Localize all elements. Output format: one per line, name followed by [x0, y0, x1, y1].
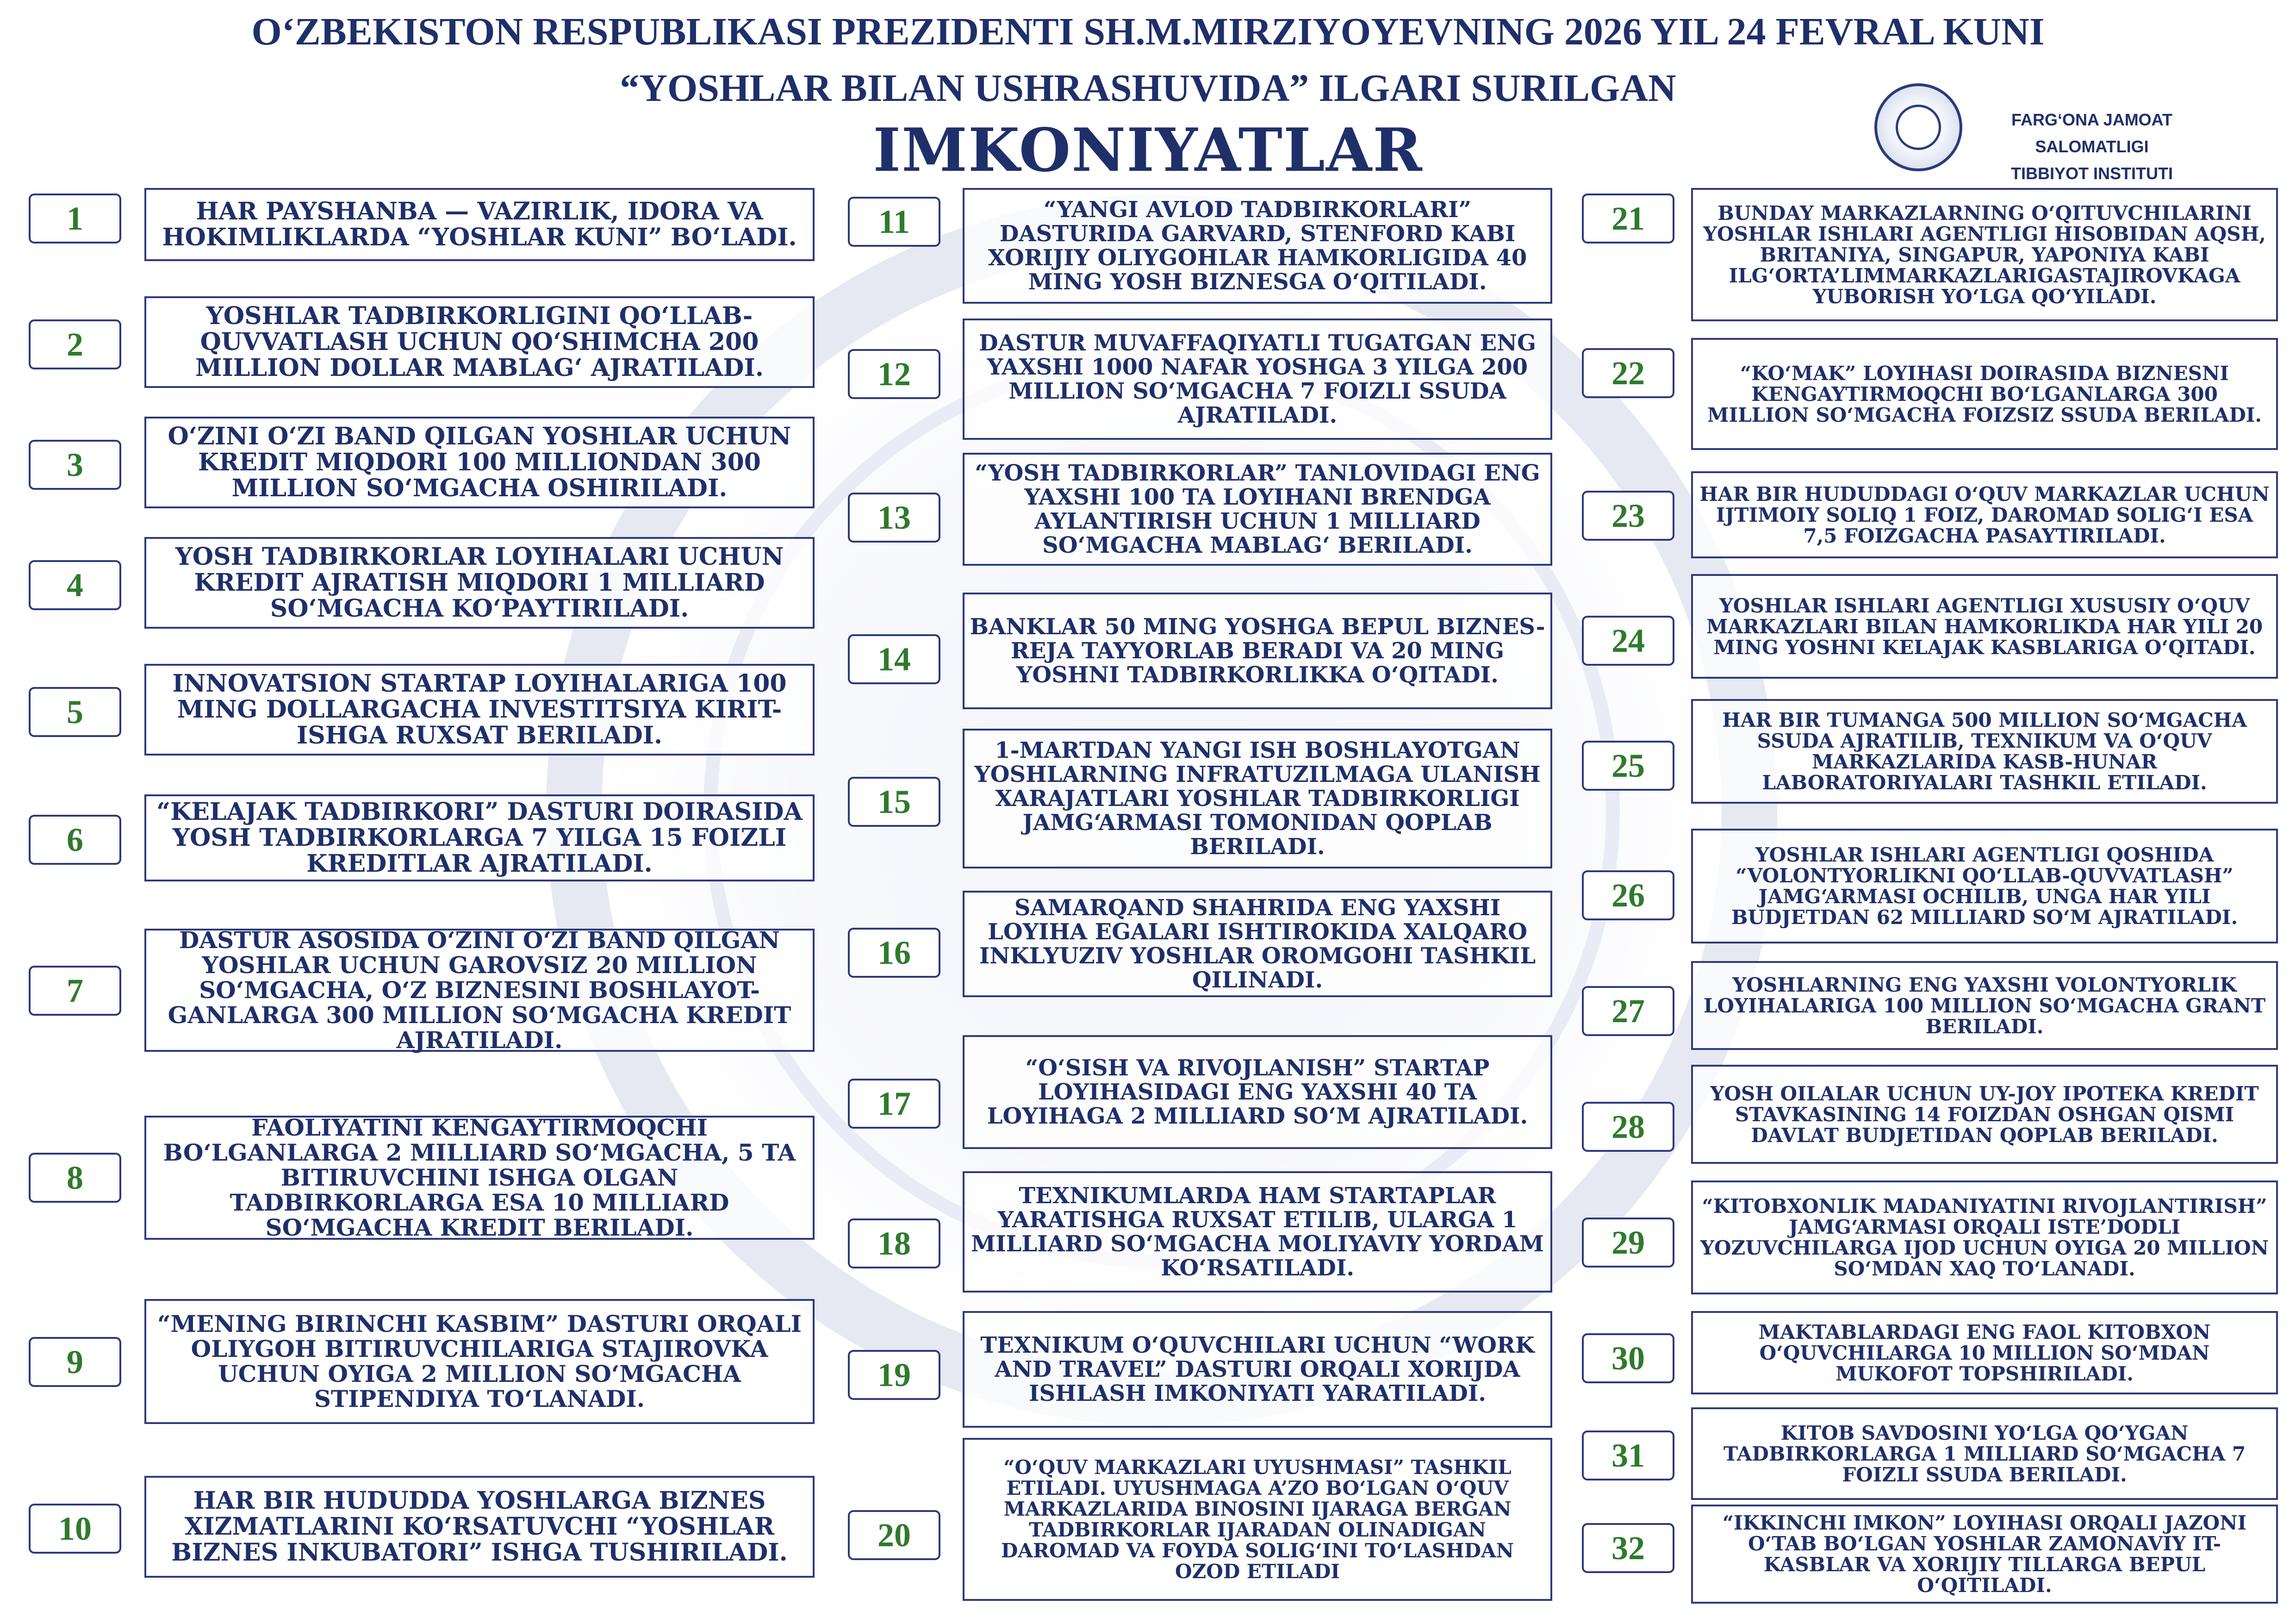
item-text-box — [144, 296, 815, 388]
institute-name-line-1: FARG‘ONA JAMOAT SALOMATLIGI — [2011, 110, 2172, 156]
item-text: YOSH OILALAR UCHUN UY-JOY IPOTEKA KREDIT STAVKASINING 14 FOIZDAN OSHGAN QISMI DAVLAT BUDJETIDAN QOPLAB BERILADI. — [1710, 1082, 2259, 1147]
item-text-box — [963, 1171, 1552, 1293]
item-text-box — [144, 537, 815, 629]
item-number-badge: 7 — [29, 966, 121, 1016]
item-text-box — [144, 794, 815, 881]
title-main: IMKONIYATLAR — [873, 116, 1423, 185]
item-text: HAR BIR HUDUDDA YOSHLARGA BIZNES XIZMATLARINI KO‘RSATUVCHI “YOSHLAR BIZNES INKUBATORI” ISHGA TUSHIRILADI. — [171, 1487, 788, 1567]
item-number-badge: 29 — [1582, 1218, 1674, 1268]
item-text: TEXNIKUMLARDA HAM STARTAPLAR YARATISHGA RUXSAT ETILIB, ULARGA 1 MILLIARD SO‘MGACHA MOLIYAVIY YORDAM KO‘RSATILADI. — [971, 1183, 1544, 1281]
item-text-box — [963, 891, 1552, 997]
item-text-box — [1691, 1407, 2278, 1500]
item-number-badge: 25 — [1582, 741, 1674, 791]
item-number-badge: 8 — [29, 1153, 121, 1203]
item-text: YOSH TADBIRKORLAR LOYIHALARI UCHUN KREDIT AJRATISH MIQDORI 1 MILLIARD SO‘MGACHA KO‘PAYTIRILADI. — [175, 543, 784, 623]
item-text: BUNDAY MARKAZLARNING O‘QITUVCHILARINI YOSHLAR ISHLARI AGENTLIGI HISOBIDAN AQSH, BRITANIYA, SINGAPUR, YAPONIYA KABI ILG‘ORTA’LIMMARKAZLARIGASTAJIROVKAGA YUBORISH YO‘LGA QO‘YILADI. — [1703, 201, 2266, 308]
item-text: FAOLIYATINI KENGAYTIRMOQCHI BO‘LGANLARGA 2 MILLIARD SO‘MGACHA, 5 TA BITIRUVCHINI ISHGA OLGAN TADBIRKORLARGA ESA 10 MILLIARD SO‘MGACHA KREDIT BERILADI. — [163, 1114, 796, 1241]
item-text-box — [963, 319, 1552, 440]
item-text: YOSHLARNING ENG YAXSHI VOLONTYORLIK LOYIHALARIGA 100 MILLION SO‘MGACHA GRANT BERILADI. — [1703, 973, 2266, 1038]
item-text: INNOVATSION STARTAP LOYIHALARIGA 100 MING DOLLARGACHA INVESTITSIYA KIRIT-ISHGA RUXSAT BERILADI. — [172, 669, 787, 750]
item-text: HAR BIR HUDUDDAGI O‘QUV MARKAZLAR UCHUN IJTIMOIY SOLIQ 1 FOIZ, DAROMAD SOLIG‘I ESA 7,5 FOIZGACHA PASAYTIRILADI. — [1699, 482, 2270, 547]
item-number-badge: 12 — [848, 349, 940, 399]
item-text-box — [1691, 699, 2278, 804]
title-line-1: O‘ZBEKISTON RESPUBLIKASI PREZIDENTI SH.M.MIRZIYOYEVNING 2026 YIL 24 FEVRAL KUNI — [251, 10, 2045, 53]
item-text-box — [963, 1035, 1552, 1149]
item-text: SAMARQAND SHAHRIDA ENG YAXSHI LOYIHA EGALARI ISHTIROKIDA XALQARO INKLYUZIV YOSHLAR OROMGOHI TASHKIL QILINADI. — [979, 895, 1536, 993]
item-text-box — [1691, 188, 2278, 321]
item-number-badge: 31 — [1582, 1430, 1674, 1480]
item-text: “IKKINCHI IMKON” LOYIHASI ORQALI JAZONI O‘TAB BO‘LGAN YOSHLAR ZAMONAVIY IT-KASBLAR VA XORIJIY TILLARGA BEPUL O‘QITILADI. — [1722, 1512, 2247, 1597]
item-number-badge: 6 — [29, 815, 121, 865]
item-text: YOSHLAR ISHLARI AGENTLIGI QOSHIDA “VOLONTYORLIKNI QO‘LLAB-QUVVATLASH” JAMG‘ARMASI OCHILIB, UNGA HAR YILI BUDJETDAN 62 MILLIARD SO‘M AJRATILADI. — [1731, 843, 2238, 929]
item-number-badge: 3 — [29, 440, 121, 490]
item-text: “O‘SISH VA RIVOJLANISH” STARTAP LOYIHASIDAGI ENG YAXSHI 40 TA LOYIHAGA 2 MILLIARD SO‘M AJRATILADI. — [987, 1055, 1528, 1129]
item-number-badge: 1 — [29, 194, 121, 244]
item-number-badge: 21 — [1582, 194, 1674, 244]
item-text-box — [1691, 829, 2278, 943]
item-number-badge: 9 — [29, 1337, 121, 1387]
item-text-box — [963, 1311, 1552, 1428]
item-text: BANKLAR 50 MING YOSHGA BEPUL BIZNES-REJA TAYYORLAB BERADI VA 20 MING YOSHNI TADBIRKORLIKKA O‘QITADI. — [970, 614, 1545, 688]
item-text: “O‘QUV MARKAZLARI UYUSHMASI” TASHKIL ETILADI. UYUSHMAGA A’ZO BO‘LGAN O‘QUV MARKAZLARIDA BINOSINI IJARAGA BERGAN TADBIRKORLAR IJARADAN OLINADIGAN DAROMAD VA FOYDA SOLIG‘INI TO‘LASHDAN OZOD ETILADI — [1001, 1456, 1514, 1583]
item-text: “KO‘MAK” LOYIHASI DOIRASIDA BIZNESNI KENGAYTIRMOQCHI BO‘LGANLARGA 300 MILLION SO‘MGACHA FOIZSIZ SSUDA BERILADI. — [1707, 362, 2262, 426]
item-text-box — [144, 926, 815, 1054]
item-text-box — [144, 1476, 815, 1578]
item-text-box — [144, 1299, 815, 1424]
institute-name-line-2: TIBBIYOT INSTITUTI — [2011, 164, 2173, 183]
item-text-box — [963, 1438, 1552, 1601]
item-text-box — [1691, 1065, 2278, 1164]
item-number-badge: 5 — [29, 687, 121, 737]
item-number-badge: 14 — [848, 634, 940, 684]
title-line-2: “YOSHLAR BILAN USHRASHUVIDA” ILGARI SURILGAN — [620, 67, 1676, 110]
item-text-box — [144, 417, 815, 508]
item-text: YOSHLAR ISHLARI AGENTLIGI XUSUSIY O‘QUV MARKAZLARI BILAN HAMKORLIKDA HAR YILI 20 MING YOSHNI KELAJAK KASBLARIGA O‘QITADI. — [1706, 594, 2263, 659]
item-number-badge: 15 — [848, 777, 940, 827]
item-number-badge: 26 — [1582, 870, 1674, 920]
item-number-badge: 32 — [1582, 1523, 1674, 1573]
item-number-badge: 11 — [848, 197, 940, 247]
item-number-badge: 30 — [1582, 1333, 1674, 1383]
item-text: DASTUR MUVAFFAQIYATLI TUGATGAN ENG YAXSHI 1000 NAFAR YOSHGA 3 YILGA 200 MILLION SO‘MGACHA 7 FOIZLI SSUDA AJRATILADI. — [979, 330, 1536, 428]
item-text: O‘ZINI O‘ZI BAND QILGAN YOSHLAR UCHUN KREDIT MIQDORI 100 MILLIONDAN 300 MILLION SO‘MGACHA OSHIRILADI. — [168, 422, 791, 502]
item-text-box — [963, 453, 1552, 566]
item-number-badge: 24 — [1582, 616, 1674, 666]
item-number-badge: 4 — [29, 560, 121, 610]
item-text-box — [144, 188, 815, 261]
institute-name — [1972, 106, 2212, 187]
item-text: HAR BIR TUMANGA 500 MILLION SO‘MGACHA SSUDA AJRATILIB, TEXNIKUM VA O‘QUV MARKAZLARIDA KASB-HUNAR LABORATORIYALARI TASHKIL ETILADI. — [1722, 709, 2247, 794]
item-text: DASTUR ASOSIDA O‘ZINI O‘ZI BAND QILGAN YOSHLAR UCHUN GAROVSIZ 20 MILLION SO‘MGACHA, O‘Z BIZNESINI BOSHLAYOT-GANLARGA 300 MILLION SO‘MGACHA KREDIT AJRATILADI. — [168, 926, 791, 1054]
institute-logo — [1874, 83, 1962, 171]
item-text: “MENING BIRINCHI KASBIM” DASTURI ORQALI OLIYGOH BITIRUVCHILARIGA STAJIROVKA UCHUN OYIGA 2 MILLION SO‘MGACHA STIPENDIYA TO‘LANADI. — [157, 1310, 802, 1412]
item-text: “YOSH TADBIRKORLAR” TANLOVIDAGI ENG YAXSHI 100 TA LOYIHANI BRENDGA AYLANTIRISH UCHUN 1 MILLIARD SO‘MGACHA MABLAG‘ BERILADI. — [975, 460, 1540, 558]
item-text: TEXNIKUM O‘QUVCHILARI UCHUN “WORK AND TRAVEL” DASTURI ORQALI XORIJDA ISHLASH IMKONIYATI YARATILADI. — [980, 1332, 1535, 1406]
item-text: YOSHLAR TADBIRKORLIGINI QO‘LLAB-QUVVATLASH UCHUN QO‘SHIMCHA 200 MILLION DOLLAR MABLAG‘ AJRATILADI. — [195, 302, 764, 382]
item-text: HAR PAYSHANBA — VAZIRLIK, IDORA VA HOKIMLIKLARDA “YOSHLAR KUNI” BO‘LADI. — [162, 197, 797, 251]
item-number-badge: 16 — [848, 928, 940, 978]
item-text-box — [1691, 574, 2278, 679]
item-text-box — [1691, 961, 2278, 1050]
item-text-box — [963, 593, 1552, 709]
item-text: “KELAJAK TADBIRKORI” DASTURI DOIRASIDA YOSH TADBIRKORLARGA 7 YILGA 15 FOIZLI KREDITLAR AJRATILADI. — [156, 798, 803, 878]
item-text-box — [963, 188, 1552, 304]
item-text-box — [1691, 338, 2278, 450]
item-number-badge: 10 — [29, 1504, 121, 1554]
item-number-badge: 28 — [1582, 1102, 1674, 1152]
item-number-badge: 22 — [1582, 348, 1674, 398]
item-text-box — [963, 729, 1552, 868]
item-text-box — [144, 1116, 815, 1240]
item-text-box — [1691, 1181, 2278, 1294]
item-number-badge: 2 — [29, 319, 121, 369]
item-text-box — [1691, 1505, 2278, 1604]
item-text: “KITOBXONLIK MADANIYATINI RIVOJLANTIRISH” JAMG‘ARMASI ORQALI ISTE’DODLI YOZUVCHILARGA IJOD UCHUN OYIGA 20 MILLION SO‘MDAN XAQ TO‘LANADI. — [1700, 1195, 2269, 1280]
item-text: KITOB SAVDOSINI YO‘LGA QO‘YGAN TADBIRKORLARGA 1 MILLIARD SO‘MGACHA 7 FOIZLI SSUDA BERILADI. — [1723, 1421, 2246, 1486]
item-text: “YANGI AVLOD TADBIRKORLARI” DASTURIDA GARVARD, STENFORD KABI XORIJIY OLIYGOHLAR HAMKORLIGIDA 40 MING YOSH BIZNESGA O‘QITILADI. — [988, 197, 1527, 295]
item-text-box — [1691, 1311, 2278, 1394]
item-number-badge: 13 — [848, 493, 940, 543]
item-number-badge: 17 — [848, 1079, 940, 1129]
item-text: MAKTABLARDAGI ENG FAOL KITOBXON O‘QUVCHILARGA 10 MILLION SO‘MDAN MUKOFOT TOPSHIRILADI. — [1758, 1320, 2211, 1385]
item-text-box — [1691, 471, 2278, 558]
item-number-badge: 27 — [1582, 986, 1674, 1036]
item-number-badge: 19 — [848, 1350, 940, 1400]
item-text: 1-MARTDAN YANGI ISH BOSHLAYOTGAN YOSHLARNING INFRATUZILMAGA ULANISH XARAJATLARI YOSHLAR TADBIRKORLIGI JAMG‘ARMASI TOMONIDAN QOPLAB BERILADI. — [974, 737, 1541, 860]
item-number-badge: 23 — [1582, 491, 1674, 541]
item-text-box — [144, 664, 815, 756]
item-number-badge: 18 — [848, 1218, 940, 1268]
item-number-badge: 20 — [848, 1510, 940, 1560]
